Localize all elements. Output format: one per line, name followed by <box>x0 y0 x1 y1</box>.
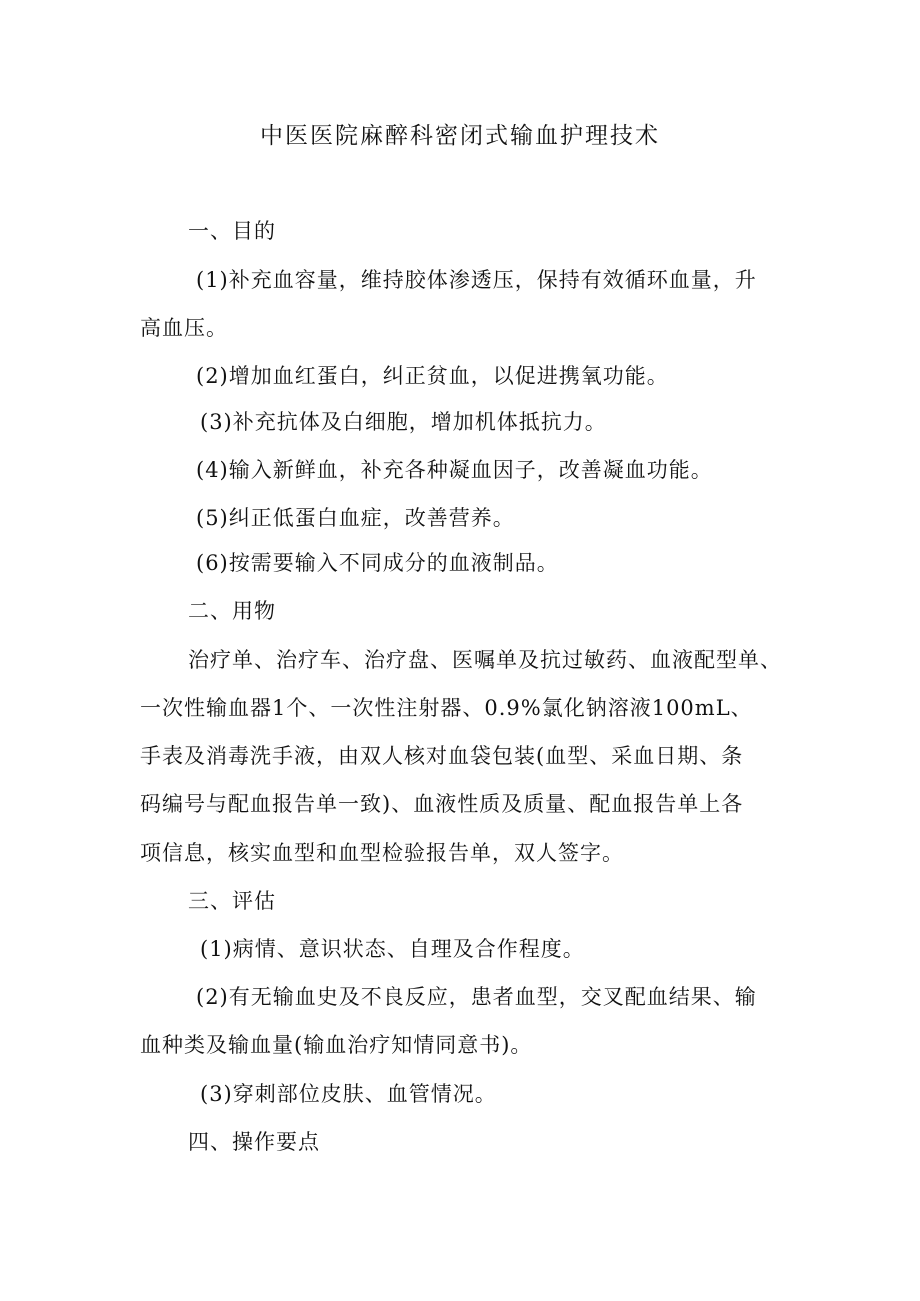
supplies-line-1: 治疗单、治疗车、治疗盘、医嘱单及抗过敏药、血液配型单、 <box>188 648 782 672</box>
section-heading-assessment: 三、评估 <box>188 889 276 913</box>
assessment-item-2-cont: 血种类及输血量(输血治疗知情同意书)。 <box>140 1033 533 1057</box>
assessment-item-3: (3)穿刺部位皮肤、血管情况。 <box>200 1082 497 1106</box>
supplies-line-2: 一次性输血器1个、一次性注射器、0.9%氯化钠溶液100mL、 <box>140 696 753 720</box>
supplies-line-5: 项信息，核实血型和血型检验报告单，双人签字。 <box>140 841 624 865</box>
purpose-item-6: (6)按需要输入不同成分的血液制品。 <box>196 551 559 575</box>
section-heading-purpose: 一、目的 <box>188 219 276 243</box>
purpose-item-5: (5)纠正低蛋白血症，改善营养。 <box>196 506 515 530</box>
purpose-item-3: (3)补充抗体及白细胞，增加机体抵抗力。 <box>200 410 607 434</box>
purpose-item-1: (1)补充血容量，维持胶体渗透压，保持有效循环血量，升 <box>196 268 757 292</box>
supplies-line-4: 码编号与配血报告单一致)、血液性质及质量、配血报告单上各 <box>140 792 744 816</box>
purpose-item-2: (2)增加血红蛋白，纠正贫血，以促进携氧功能。 <box>196 364 669 388</box>
supplies-line-3: 手表及消毒洗手液，由双人核对血袋包装(血型、采血日期、条 <box>140 744 744 768</box>
document-title: 中医医院麻醉科密闭式输血护理技术 <box>260 123 660 149</box>
purpose-item-1-cont: 高血压。 <box>140 316 228 340</box>
assessment-item-2: (2)有无输血史及不良反应，患者血型，交叉配血结果、输 <box>196 985 757 1009</box>
section-heading-operation: 四、操作要点 <box>188 1130 320 1154</box>
section-heading-supplies: 二、用物 <box>188 599 276 623</box>
assessment-item-1: (1)病情、意识状态、自理及合作程度。 <box>200 937 585 961</box>
purpose-item-4: (4)输入新鲜血，补充各种凝血因子，改善凝血功能。 <box>196 458 713 482</box>
